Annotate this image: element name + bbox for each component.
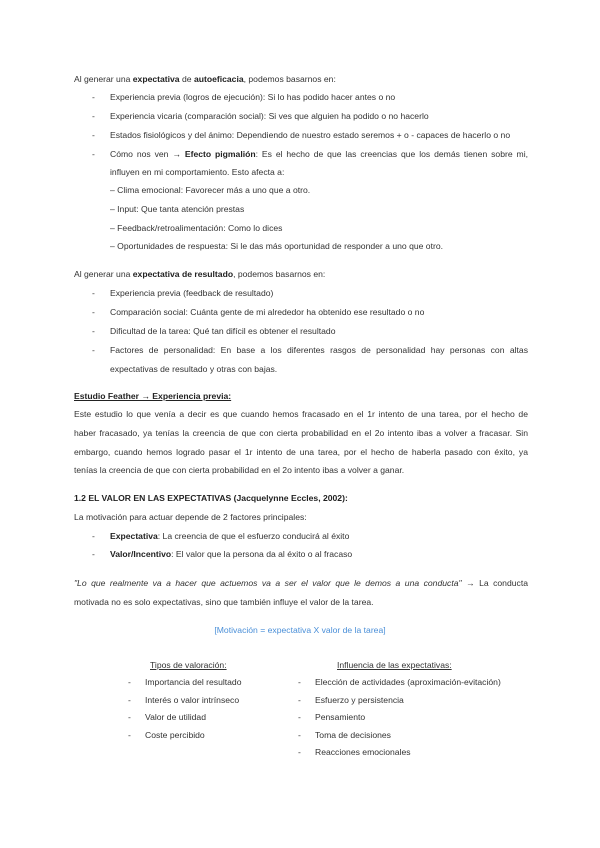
list-item: Experiencia previa (feedback de resultado) bbox=[110, 288, 274, 298]
bullet-dash: - bbox=[92, 326, 95, 336]
tipos-item: Coste percibido bbox=[145, 730, 205, 740]
bullet-dash: - bbox=[92, 130, 95, 140]
influencia-item: Reacciones emocionales bbox=[315, 747, 411, 757]
quote-line: "Lo que realmente va a hacer que actuemos va a ser el valor que le demos a una conducta" → La conducta bbox=[74, 578, 528, 588]
list-item: Comparación social: Cuánta gente de mi alrededor ha obtenido ese resultado o no bbox=[110, 307, 425, 317]
bullet-dash: - bbox=[92, 111, 95, 121]
list-item: Experiencia vicaria (comparación social): Si ves que alguien ha podido o no hacerlo bbox=[110, 111, 429, 121]
bullet-dash: - bbox=[128, 677, 131, 687]
tipos-item: Interés o valor intrínseco bbox=[145, 695, 240, 705]
bullet-dash: - bbox=[128, 712, 131, 722]
list-item: Factores de personalidad: En base a los diferentes rasgos de personalidad hay personas con altas bbox=[110, 345, 528, 355]
section-heading: 1.2 EL VALOR EN LAS EXPECTATIVAS (Jacquelynne Eccles, 2002): bbox=[74, 493, 348, 503]
bullet-dash: - bbox=[298, 730, 301, 740]
bullet-dash: - bbox=[92, 288, 95, 298]
bullet-dash: - bbox=[128, 730, 131, 740]
tipos-heading: Tipos de valoración: bbox=[150, 660, 227, 670]
valor-intro: La motivación para actuar depende de 2 factores principales: bbox=[74, 512, 307, 522]
sub-list-item: – Input: Que tanta atención prestas bbox=[110, 204, 245, 214]
tipos-item: Importancia del resultado bbox=[145, 677, 242, 687]
pigmalion-item: Cómo nos ven → Efecto pigmalión: Es el hecho de que las creencias que los demás tienen sobre mi, bbox=[110, 149, 528, 159]
paragraph-line: Este estudio lo que venía a decir es que cuando hemos fracasado en el 1r intento de una tarea, por el hecho de bbox=[74, 409, 528, 419]
autoeficacia-intro: Al generar una expectativa de autoeficacia, podemos basarnos en: bbox=[74, 74, 336, 84]
paragraph-line: tenías la creencia de que con cierta probabilidad en el 2o intento ibas a volver a ganar. bbox=[74, 465, 405, 475]
bullet-dash: - bbox=[298, 712, 301, 722]
influencia-item: Toma de decisiones bbox=[315, 730, 391, 740]
bullet-dash: - bbox=[298, 695, 301, 705]
formula: [Motivación = expectativa X valor de la tarea] bbox=[214, 625, 386, 635]
paragraph-line: embargo, cuando hemos logrado pasar el 1r intento de una tarea, por el hecho de haberla pasado con éxito, ya bbox=[74, 447, 528, 457]
list-item: Dificultad de la tarea: Qué tan difícil es obtener el resultado bbox=[110, 326, 336, 336]
bullet-dash: - bbox=[92, 549, 95, 559]
sub-list-item: – Oportunidades de respuesta: Si le das más oportunidad de responder a uno que otro. bbox=[110, 241, 443, 251]
influencia-item: Esfuerzo y persistencia bbox=[315, 695, 404, 705]
list-item: Experiencia previa (logros de ejecución): Si lo has podido hacer antes o no bbox=[110, 92, 396, 102]
bullet-dash: - bbox=[128, 695, 131, 705]
list-item-continuation: expectativas de resultado y otras con bajas. bbox=[110, 364, 278, 374]
influencia-item: Elección de actividades (aproximación-evitación) bbox=[315, 677, 501, 687]
tipos-item: Valor de utilidad bbox=[145, 712, 206, 722]
list-item: Estados fisiológicos y del ánimo: Dependiendo de nuestro estado seremos + o - capaces de hacerlo o no bbox=[110, 130, 511, 140]
factor-item: Expectativa: La creencia de que el esfuerzo conducirá al éxito bbox=[110, 531, 350, 541]
factor-item: Valor/Incentivo: El valor que la persona da al éxito o al fracaso bbox=[110, 549, 353, 559]
bullet-dash: - bbox=[92, 345, 95, 355]
pigmalion-line2: influyen en mi comportamiento. Esto afecta a: bbox=[110, 167, 285, 177]
bullet-dash: - bbox=[92, 307, 95, 317]
bullet-dash: - bbox=[298, 677, 301, 687]
paragraph-line: haber fracasado, ya tenías la creencia de que con cierta probabilidad en el 2o intento ibas a volver a fracasar. Sin bbox=[74, 428, 528, 438]
feather-heading: Estudio Feather → Experiencia previa: bbox=[74, 391, 232, 401]
quote-line2: motivada no es solo expectativas, sino que también influye el valor de la tarea. bbox=[74, 597, 374, 607]
bullet-dash: - bbox=[92, 92, 95, 102]
resultado-intro: Al generar una expectativa de resultado, podemos basarnos en: bbox=[74, 269, 326, 279]
bullet-dash: - bbox=[92, 531, 95, 541]
influencia-item: Pensamiento bbox=[315, 712, 366, 722]
bullet-dash: - bbox=[92, 149, 95, 159]
sub-list-item: – Clima emocional: Favorecer más a uno que a otro. bbox=[110, 185, 311, 195]
bullet-dash: - bbox=[298, 747, 301, 757]
influencia-heading: Influencia de las expectativas: bbox=[337, 660, 452, 670]
sub-list-item: – Feedback/retroalimentación: Como lo dices bbox=[110, 223, 283, 233]
